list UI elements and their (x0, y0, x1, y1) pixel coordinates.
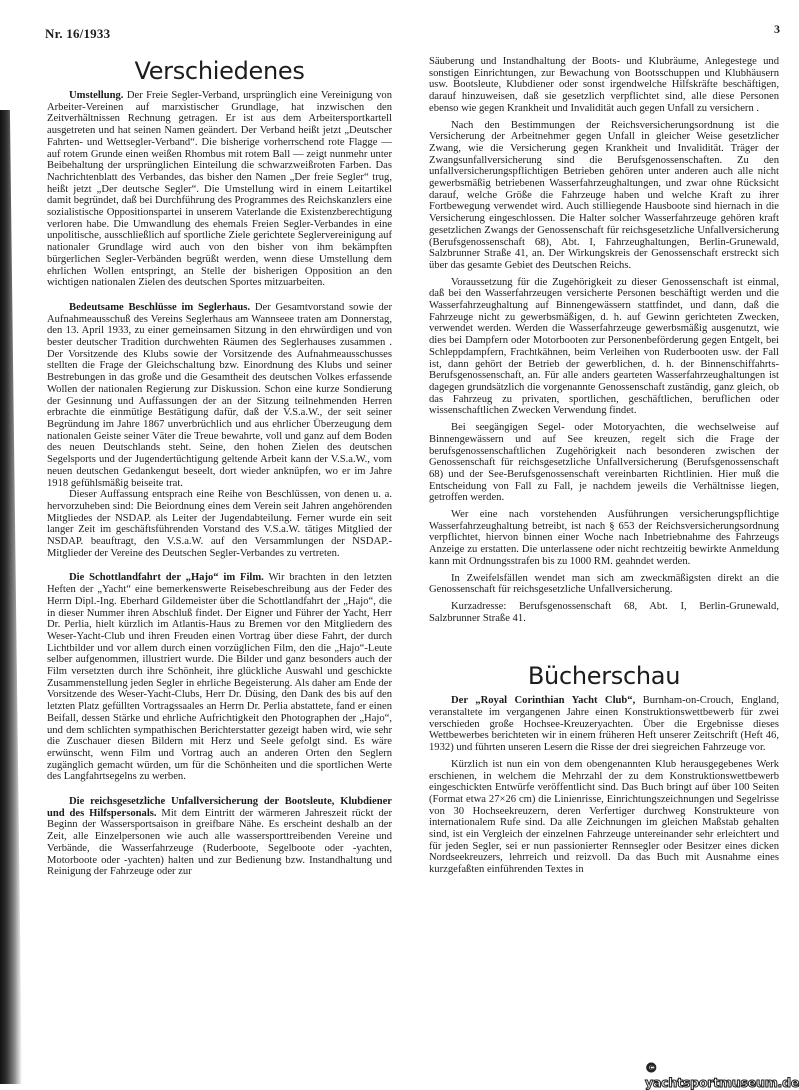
article-body: Mit dem Eintritt der wärmeren Jahreszeit rückt der Beginn der Wassersportsaison in greifbare Nähe. Es erscheint deshalb an der Zeit, alle Einzelpersonen wie auch alle wassersporttreibenden Vereine und Verbände, die Wasserfahrzeuge (Ruderboote, Segelboote oder -yachten, Motorboote oder -yachten) halten und zur Bedienung bzw. Instandhaltung und Reinigung der Fahrzeuge oder zur (47, 807, 392, 878)
article-body: Burnham-on-Crouch, England, veranstaltete im vergangenen Jahre einen Konstruktionswettbewerb für zwei verschieden große Hochsee-Kreuzeryachten. Über die Ergebnisse dieses Wettbewerbes berichteten wir in einem früheren Heft unserer Zeitschrift (Heft 46, 1932) und führten unseren Lesern die Risse der drei siegreichen Fahrzeuge vor. (429, 695, 779, 754)
article-body: Der Freie Segler-Verband, ursprünglich eine Vereinigung von Arbeiter-Vereinen auf marxistischer Grundlage, hat inzwischen den Zeitverhältnissen Rechnung getragen. Er ist aus dem Arbeitersportkartell ausgetreten und hat seinen Namen geändert. Der Verband heißt jetzt „Deutscher Fahrten- und Wettsegler-Verband“. Die bisherige vorherrschend rote Flagge — auf rotem Grunde einen weißen Rhombus mit rotem Ball — zeigt nunmehr unter Beibehaltung der ursprünglichen Einteilung die schwarzweißroten Farben. Das Nachrichtenblatt des Verbandes, das bisher den Namen „Der freie Segler“ trug, heißt jetzt „Der deutsche Segler“. Die Umstellung wird in einem Leitartikel damit begründet, daß bei Durchführung des Programmes des Reichskanzlers eine sozialistische Oppositionspartei in unserem Vaterlande die Existenzberechtigung verloren habe. Die Umwandlung des ehemals Freien Segler-Verbandes in eine unpolitische, ausschließlich auf sportliche Ziele gerichtete Seglervereinigung auf nationaler Grundlage wird auch von den bisher von ihm bekämpften bürgerlichen Segler-Verbänden begrüßt werden, wenn diese Umstellung dem ehrlichen Wollen entspringt, an Stelle der bisherigen Opposition an den wichtigen nationalen Zielen des deutschen Sportes mitzuarbeiten. (47, 90, 392, 289)
article-paragraph: Nach den Bestimmungen der Reichsversicherungsordnung ist die Versicherung der Arbeitnehmer gegen Unfall in gleicher Weise gesetzlicher Zwang, wie die Versicherung gegen Krankheit und Invalidität. Träger der Zwangsunfallversicherung sind die Berufsgenossenschaften. Zu den unfallversicherungspflichtigen Betrieben gehören unter anderen auch alle nicht gewerbsmäßig betriebenen Wasserfahrzeughaltungen, und zwar ohne Rücksicht darauf, welche Größe die Fahrzeuge haben und welche Kraft zu ihrer Fortbewegung verwendet wird. Auch stilliegende Hausboote sind hiernach in die Versicherung eingeschlossen. Die Halter solcher Wasserfahrzeuge gehören kraft gesetzlichen Zwangs der Genossenschaft für reichsgesetzliche Unfallversicherung (Berufsgenossenschaft 68), Abt. I, Fahrzeughaltungen, Berlin-Grunewald, Salzbrunner Straße 41, an. Der Wirkungskreis der Genossenschaft erstreckt sich über das gesamte Gebiet des Deutschen Reichs. (429, 119, 779, 271)
binding-shadow (0, 110, 22, 1084)
section-title-verschiedenes: Verschiedenes (134, 57, 305, 85)
section-title-buecherschau: Bücherschau (527, 662, 681, 691)
article-beschluesse (47, 302, 392, 489)
article-paragraph: Dieser Auffassung entsprach eine Reihe von Beschlüssen, von denen u. a. hervorzuheben sind: Die Beiordnung eines dem Verein seit Jahren angehörenden Mitgliedes der NSDAP. als Leiter der Jugendabteilung. Ferner wurde ein seit langer Zeit im geschäftsführenden Vorstand des V.S.a.W. tätiges Mitglied der NSDAP. beauftragt, den V.S.a.W. auf den Versammlungen der NSDAP.-Mitglieder der Vereine des Deutschen Segler-Verbandes zu vertreten. (47, 489, 392, 559)
page-number: 3 (774, 22, 780, 36)
left-column (47, 57, 392, 878)
article-body: Der Gesamtvorstand sowie der Aufnahmeausschuß des Vereins Seglerhaus am Wannseee traten am Donnerstag, den 13. April 1933, zu einer gemeinsamen Sitzung in den ehrwürdigen und von bester deutscher Tradition durchwehten Räumen des Seglerhauses zusammen . Der Vorsitzende des Klubs sowie der Vorsitzende des Aufnahmeausschusses stellten die Frage der Gleichschaltung bzw. Einordnung des Klubs und seiner Bestrebungen in das große und die Gesamtheit des deutschen Volkes erfassende Wollen der nationalen Regierung zur Diskussion. Schon eine kurze Sondierung der Gesinnung und Auffassungen der an der Sitzung teilnehmenden Herren erbrachte die einmütige Bestätigung dafür, daß der V.S.a.W., der seit seiner Begründung im Jahre 1867 unverbrüchlich und aus ehrlicher Überzeugung dem nationalen Geiste seiner Väter die Treue bewahrte, voll und ganz auf dem Boden des neuen Deutschlands steht. Seine, den hohen Zielen des deutschen Segelsports und der Jugendertüchtigung geltende Arbeit kann der V.S.a.W., vom neuen deutschen Gedankengut beseelt, dort wieder anknüpfen, wo er im Jahre 1918 gefühlsmäßig beiseite trat. (47, 301, 393, 489)
article-continuation: Säuberung und Instandhaltung der Boots- und Klubräume, Anlegestege und sonstigen Einrichtungen, zur Bewachung von Bootsschuppen und Klubhäusern usw. Bootsleute, Klubdiener oder sonst irgendwelche Hilfskräfte beschäftigen, darauf hinzuweisen, daß sie gesetzlich verpflichtet sind, alle diese Personen ebenso wie gegen Krankheit und Invalidität auch gegen Unfall zu versichern . (429, 56, 779, 114)
article-paragraph: Bei seegängigen Segel- oder Motoryachten, die wechselweise auf Binnengewässern und auf See kreuzen, regelt sich die Frage der berufsgenossenschaftlichen Zugehörigkeit nach besonderen zwischen der Genossenschaft für reichsgesetzliche Unfallversicherung (Berufsgenossenschaft 68) und der See-Berufsgenossenschaft vereinbarten Richtlinien. Hier muß die Entscheidung von Fall zu Fall, je nachdem jeweils die Verhältnisse liegen, getroffen werden. (429, 422, 779, 504)
article-unfallversicherung (47, 796, 392, 878)
article-lead: Die Schottlandfahrt der „Hajo“ im Film. (69, 572, 264, 584)
article-lead: Umstellung. (69, 90, 124, 101)
article-paragraph: Wer eine nach vorstehenden Ausführungen versicherungspflichtige Wasserfahrzeughaltung betreibt, ist nach § 653 der Reichsversicherungsordnung verpflichtet, hiervon binnen einer Woche nach Inbetriebnahme des Fahrzeugs Anzeige zu erstatten. Die unterlassene oder nicht rechtzeitig bewirkte Anmeldung kann mit Ordnungsstrafen bis zu 1000 RM. geahndet werden. (429, 509, 779, 567)
article-paragraph: Kürzlich ist nun ein von dem obengenannten Klub herausgegebenes Werk erschienen, in welchem die Mehrzahl der zu dem Konstruktionswettbewerb eingeschickten Entwürfe veröffentlicht sind. Das Buch bringt auf über 100 Seiten (Format etwa 27×26 cm) die Linienrisse, Einrichtungszeichnungen und Segelrisse von 30 Hochseekreuzern, deren Verfertiger durchweg Konstrukteure von internationalem Rufe sind. Da alle Zeichnungen im gleichen Maßstab gehalten sind, ist ein Vergleich der einzelnen Fahrzeuge untereinander sehr erleichtert und für jeden Segler, sei er nun passionierter Rennsegler oder Besitzer eines dicken Nordseekreuzers, lehrreich und reizvoll. Da das Buch mit Ausnahme eines kurzgefaßten einführenden Textes in (429, 758, 779, 876)
article-body: Wir brachten in den letzten Heften der „Yacht“ eine bemerkenswerte Reisebeschreibung aus der Feder des Herrn Dipl.-Ing. Eberhard Gildemeister über die Schottlandfahrt der „Hajo“, die in dieser Nummer ihren Abschluß findet. Der Eigner und Führer der Yacht, Herr Dr. Perlia, hielt kürzlich im Atlantis-Haus zu Bremen vor den Mitgliedern des Weser-Yacht-Club und ihren Freuden einen Vortrag über diese Fahrt, der durch Lichtbilder und vor allem durch einen vorzüglichen Film, den die „Hajo“-Leute selber aufgenommen, illustriert wurde. Die Bilder und ganz besonders auch der Film versetzten durch ihre Schönheit, ihre glückliche Auswahl und geschickte Zusammenstellung jeden Segler in ehrliche Begeisterung. Als daher am Ende der Vorsitzende des Weser-Yacht-Clubs, Herr Dr. Düsing, den Dank des bis auf den letzten Platz gefüllten Vortragssaales an Herrn Dr. Perlia abstattete, fand er einen Beifall, dessen Stärke und ehrliche Aufrichtigkeit den Photographen der „Hajo“, und dem schlichten sympathischen Berichterstatter gezeigt haben wird, wie sehr die Zuschauer diesen Bildern mit Herz und Seele gefolgt sind. Es wäre erwünscht, wenn Film und Vortrag auch an anderen Orten den Seglern zugänglich gemacht würden, um für die Schönheiten und die sportlichen Werte des Langfahrtsegelns zu werben. (47, 572, 392, 783)
book-review (429, 695, 779, 754)
issue-number: Nr. 16/1933 (45, 26, 111, 41)
article-umstellung (47, 90, 392, 289)
article-lead: Der „Royal Corinthian Yacht Club“, (451, 695, 636, 707)
right-column (429, 56, 779, 876)
article-paragraph: Voraussetzung für die Zugehörigkeit zu dieser Genossenschaft ist einmal, daß bei den Wasserfahrzeugen versicherte Personen beschäftigt werden und die Wasserfahrzeughaltung auf Binnengewässern stattfindet, und dann, daß die Fahrzeuge nicht zu gewerbsmäßigen, d. h. auf Gewinn gerichteten Zwecken, verwendet werden. Werden die Wasserfahrzeuge gewerbsmäßig ausgenutzt, wie dies bei Dampfern oder Motorbooten zur Personenbeförderung gegen Entgelt, bei Schleppdampfern, Frachtkähnen, beim Verleihen von Ruderbooten usw. der Fall ist, dann gehört der Betrieb der gewerblichen, d. h. der Binnenschiffahrts-Berufsgenossenschaft, an. Für alle anders gearteten Wasserfahrzeughaltungen ist dagegen grundsätzlich die vorgenannte Genossenschaft zuständig, ganz gleich, ob das Fahrzeug zu privaten, sportlichen, geschäftlichen, beruflichen oder wissenschaftlichen Zwecken Verwendung findet. (429, 276, 779, 417)
books-section (429, 662, 779, 876)
article-lead: Bedeutsame Beschlüsse im Seglerhaus. (69, 301, 251, 313)
article-paragraph: In Zweifelsfällen wendet man sich am zweckmäßigsten direkt an die Genossenschaft für reichsgesetzliche Unfallversicherung. (429, 572, 779, 596)
copyright-watermark: © yachtsportmuseum.de (645, 1060, 799, 1090)
article-hajo-film (47, 572, 392, 783)
article-paragraph: Kurzadresse: Berufsgenossenschaft 68, Abt. I, Berlin-Grunewald, Salzbrunner Straße 41. (429, 600, 779, 624)
article-lead: Die reichsgesetzliche Unfallversicherung der Bootsleute, Klubdiener und des Hilfspersonals. (47, 796, 392, 819)
